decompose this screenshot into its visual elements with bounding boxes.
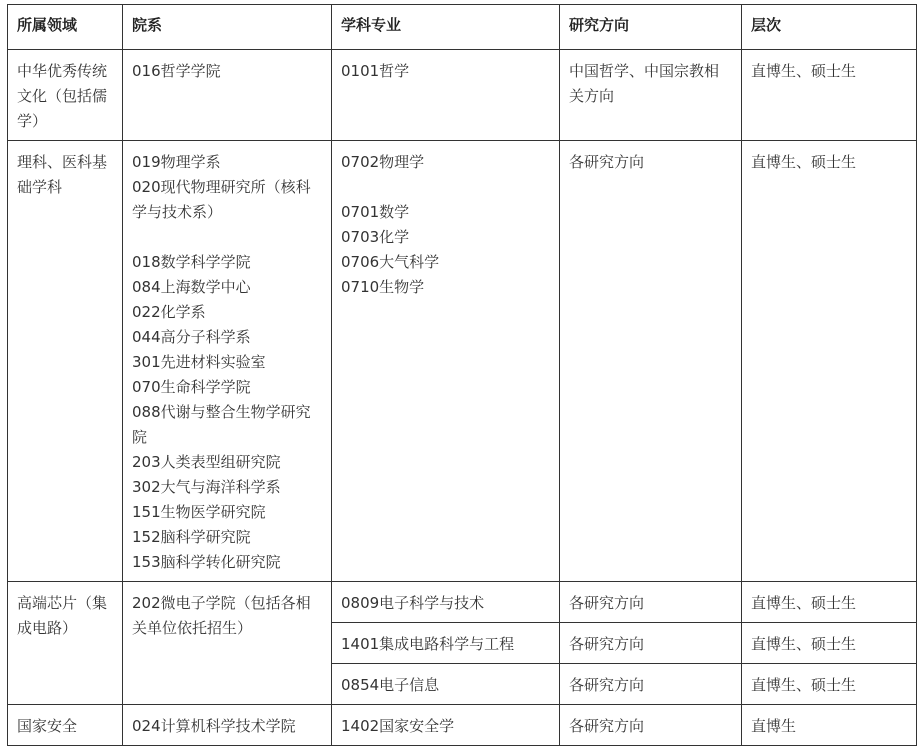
header-dept: 院系 xyxy=(123,5,332,50)
dept-item: 070生命科学学院 xyxy=(132,378,251,396)
field-text: 中华优秀传统文化（包括儒学） xyxy=(17,62,108,130)
dept-item: 301先进材料实验室 xyxy=(132,353,266,371)
direction-text: 各研究方向 xyxy=(569,594,645,612)
direction-text: 各研究方向 xyxy=(569,635,645,653)
field-cell xyxy=(8,705,123,746)
table-row xyxy=(8,705,917,746)
field-text: 国家安全 xyxy=(17,717,78,735)
dept-item: 084上海数学中心 xyxy=(132,278,251,296)
direction-cell xyxy=(560,50,742,141)
level-text: 直博生、硕士生 xyxy=(751,594,857,612)
level-text: 直博生、硕士生 xyxy=(751,153,857,171)
dept-item: 016哲学学院 xyxy=(132,62,221,80)
major-gap xyxy=(341,175,550,200)
dept-item: 302大气与海洋科学系 xyxy=(132,478,281,496)
dept-text: 024计算机科学技术学院 xyxy=(132,717,296,735)
enrollment-table xyxy=(7,4,917,746)
major-cell xyxy=(332,50,560,141)
dept-cell xyxy=(123,582,332,705)
dept-item: 088代谢与整合生物学研究院 xyxy=(132,403,311,446)
level-cell xyxy=(742,582,917,623)
direction-text: 各研究方向 xyxy=(569,676,645,694)
major-text: 0854电子信息 xyxy=(341,676,440,694)
table-row xyxy=(8,141,917,582)
dept-item: 020现代物理研究所（核科学与技术系） xyxy=(132,178,311,221)
level-text: 直博生 xyxy=(751,717,797,735)
direction-text: 中国哲学、中国宗教相关方向 xyxy=(569,62,720,105)
major-cell xyxy=(332,664,560,705)
field-cell xyxy=(8,582,123,705)
level-text: 直博生、硕士生 xyxy=(751,635,857,653)
dept-gap xyxy=(132,225,322,250)
level-cell xyxy=(742,623,917,664)
dept-item: 153脑科学转化研究院 xyxy=(132,553,281,571)
major-item: 0101哲学 xyxy=(341,62,410,80)
level-cell xyxy=(742,141,917,582)
major-cell xyxy=(332,705,560,746)
direction-cell xyxy=(560,664,742,705)
dept-item: 044高分子科学系 xyxy=(132,328,251,346)
major-text: 1402国家安全学 xyxy=(341,717,455,735)
dept-cell xyxy=(123,50,332,141)
dept-item: 019物理学系 xyxy=(132,153,221,171)
level-text: 直博生、硕士生 xyxy=(751,62,857,80)
field-cell xyxy=(8,141,123,582)
header-row xyxy=(8,5,917,50)
direction-cell xyxy=(560,623,742,664)
dept-item: 151生物医学研究院 xyxy=(132,503,266,521)
major-item: 0702物理学 xyxy=(341,153,425,171)
major-text: 1401集成电路科学与工程 xyxy=(341,635,515,653)
table-row xyxy=(8,50,917,141)
level-cell xyxy=(742,50,917,141)
major-cell xyxy=(332,623,560,664)
dept-item: 022化学系 xyxy=(132,303,206,321)
major-text: 0809电子科学与技术 xyxy=(341,594,485,612)
direction-cell xyxy=(560,141,742,582)
dept-item: 018数学科学学院 xyxy=(132,253,251,271)
dept-cell xyxy=(123,141,332,582)
level-cell xyxy=(742,664,917,705)
major-cell xyxy=(332,582,560,623)
major-item: 0701数学 xyxy=(341,203,410,221)
dept-text: 202微电子学院（包括各相关单位依托招生） xyxy=(132,594,311,637)
header-direction: 研究方向 xyxy=(560,5,742,50)
major-item: 0710生物学 xyxy=(341,278,425,296)
direction-cell xyxy=(560,705,742,746)
level-text: 直博生、硕士生 xyxy=(751,676,857,694)
major-cell xyxy=(332,141,560,582)
level-cell xyxy=(742,705,917,746)
table-row xyxy=(8,582,917,623)
field-text: 理科、医科基础学科 xyxy=(17,153,108,196)
field-text: 高端芯片（集成电路） xyxy=(17,594,108,637)
major-item: 0706大气科学 xyxy=(341,253,440,271)
dept-item: 152脑科学研究院 xyxy=(132,528,251,546)
header-major: 学科专业 xyxy=(332,5,560,50)
major-item: 0703化学 xyxy=(341,228,410,246)
field-cell xyxy=(8,50,123,141)
dept-item: 203人类表型组研究院 xyxy=(132,453,281,471)
direction-cell xyxy=(560,582,742,623)
direction-text: 各研究方向 xyxy=(569,717,645,735)
header-field: 所属领域 xyxy=(8,5,123,50)
header-level: 层次 xyxy=(742,5,917,50)
dept-cell xyxy=(123,705,332,746)
direction-text: 各研究方向 xyxy=(569,153,645,171)
